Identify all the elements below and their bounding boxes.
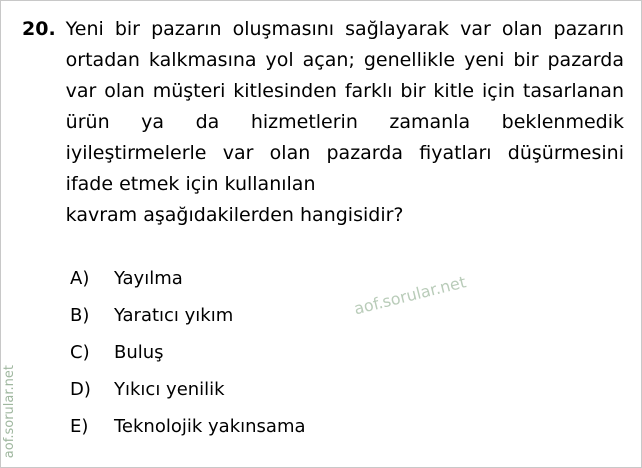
choice-letter: A) [70,268,90,289]
choice-letter: E) [70,416,89,437]
choice-letter: B) [70,305,90,326]
choice-text: Yayılma [114,268,183,289]
question-text [66,14,624,231]
choice-text: Teknolojik yakınsama [114,416,306,437]
question-last-line: kavram aşağıdakilerden hangisidir? [65,204,404,226]
watermark-diagonal: aof.sorular.net [352,272,468,319]
choice-text: Yaratıcı yıkım [114,305,234,326]
choices-list [70,268,622,453]
page-border-left [0,0,1,468]
choice-option-d[interactable] [70,379,622,416]
question-body: Yeni bir pazarın oluşmasını sağlayarak var olan pazarın ortadan kalkmasına yol açan; genellikle yeni bir pazarda var olan müşteri kitlesinden farklı bir kitle için tasarlanan ürün ya da hizmetlerin zamanla beklenmedik iyileştirmelerle var olan pazarda fiyatları düşürmesini ifade etmek için kullanılan [65,18,624,195]
choice-letter: D) [70,379,91,400]
choice-option-b[interactable] [70,305,622,342]
choice-letter: C) [70,342,90,363]
question-number: 20. [22,18,56,40]
choice-text: Yıkıcı yenilik [114,379,225,400]
watermark-side: aof.sorular.net [2,364,17,458]
choice-option-e[interactable] [70,416,622,453]
question-block [22,14,624,231]
choice-text: Buluş [114,342,164,363]
choice-option-c[interactable] [70,342,622,379]
page-border-top [0,0,642,1]
choice-option-a[interactable] [70,268,622,305]
